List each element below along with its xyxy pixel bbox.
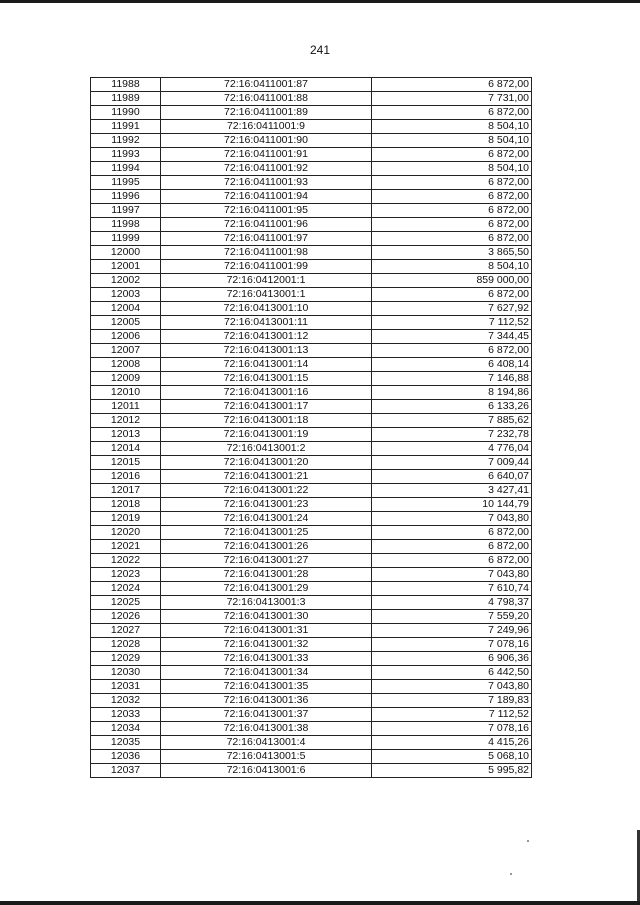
cadastral-number-cell: 72:16:0413001:17: [161, 400, 372, 414]
cadastral-number-cell: 72:16:0413001:34: [161, 666, 372, 680]
cadastral-number-cell: 72:16:0413001:29: [161, 582, 372, 596]
table-row: [91, 176, 532, 190]
table-row: [91, 652, 532, 666]
scan-bottom-edge: [0, 901, 640, 905]
row-number-cell: 12008: [91, 358, 161, 372]
row-number-cell: 12006: [91, 330, 161, 344]
table-row: [91, 526, 532, 540]
table-row: [91, 190, 532, 204]
value-cell: 7 112,52: [372, 708, 532, 722]
value-cell: 6 872,00: [372, 148, 532, 162]
row-number-cell: 11996: [91, 190, 161, 204]
cadastral-number-cell: 72:16:0413001:19: [161, 428, 372, 442]
value-cell: 6 872,00: [372, 526, 532, 540]
value-cell: 6 133,26: [372, 400, 532, 414]
value-cell: 7 112,52: [372, 316, 532, 330]
value-cell: 7 043,80: [372, 680, 532, 694]
row-number-cell: 12024: [91, 582, 161, 596]
value-cell: 7 189,83: [372, 694, 532, 708]
cadastral-number-cell: 72:16:0413001:14: [161, 358, 372, 372]
table-row: [91, 680, 532, 694]
value-cell: 8 504,10: [372, 134, 532, 148]
table-row: [91, 498, 532, 512]
value-cell: 6 442,50: [372, 666, 532, 680]
table-row: [91, 302, 532, 316]
cadastral-number-cell: 72:16:0413001:30: [161, 610, 372, 624]
cadastral-number-cell: 72:16:0413001:16: [161, 386, 372, 400]
value-cell: 7 043,80: [372, 512, 532, 526]
cadastral-number-cell: 72:16:0413001:25: [161, 526, 372, 540]
row-number-cell: 12000: [91, 246, 161, 260]
cadastral-number-cell: 72:16:0413001:21: [161, 470, 372, 484]
value-cell: 6 872,00: [372, 232, 532, 246]
value-cell: 3 427,41: [372, 484, 532, 498]
cadastral-number-cell: 72:16:0411001:94: [161, 190, 372, 204]
table-row: [91, 414, 532, 428]
table-row: [91, 386, 532, 400]
cadastral-number-cell: 72:16:0411001:97: [161, 232, 372, 246]
row-number-cell: 12030: [91, 666, 161, 680]
cadastral-number-cell: 72:16:0411001:88: [161, 92, 372, 106]
row-number-cell: 11992: [91, 134, 161, 148]
cadastral-number-cell: 72:16:0413001:4: [161, 736, 372, 750]
row-number-cell: 12004: [91, 302, 161, 316]
row-number-cell: 12017: [91, 484, 161, 498]
value-cell: 6 640,07: [372, 470, 532, 484]
table-row: [91, 358, 532, 372]
cadastral-number-cell: 72:16:0413001:12: [161, 330, 372, 344]
table-row: [91, 288, 532, 302]
row-number-cell: 12007: [91, 344, 161, 358]
cadastral-number-cell: 72:16:0413001:5: [161, 750, 372, 764]
cadastral-number-cell: 72:16:0413001:2: [161, 442, 372, 456]
row-number-cell: 11994: [91, 162, 161, 176]
value-cell: 859 000,00: [372, 274, 532, 288]
row-number-cell: 11991: [91, 120, 161, 134]
cadastral-number-cell: 72:16:0411001:93: [161, 176, 372, 190]
value-cell: 6 408,14: [372, 358, 532, 372]
table-row: [91, 540, 532, 554]
cadastral-number-cell: 72:16:0413001:3: [161, 596, 372, 610]
table-row: [91, 232, 532, 246]
table-row: [91, 610, 532, 624]
row-number-cell: 12003: [91, 288, 161, 302]
value-cell: 7 249,96: [372, 624, 532, 638]
table-row: [91, 400, 532, 414]
row-number-cell: 12025: [91, 596, 161, 610]
cadastral-number-cell: 72:16:0411001:99: [161, 260, 372, 274]
row-number-cell: 12016: [91, 470, 161, 484]
row-number-cell: 12034: [91, 722, 161, 736]
value-cell: 7 627,92: [372, 302, 532, 316]
table-row: [91, 330, 532, 344]
value-cell: 6 872,00: [372, 554, 532, 568]
table-row: [91, 134, 532, 148]
table-row: [91, 708, 532, 722]
cadastral-number-cell: 72:16:0411001:98: [161, 246, 372, 260]
value-cell: 3 865,50: [372, 246, 532, 260]
cadastral-value-table: [90, 77, 532, 778]
cadastral-number-cell: 72:16:0413001:36: [161, 694, 372, 708]
value-cell: 8 504,10: [372, 162, 532, 176]
table-row: [91, 260, 532, 274]
table-row: [91, 764, 532, 778]
row-number-cell: 12015: [91, 456, 161, 470]
table-row: [91, 666, 532, 680]
cadastral-number-cell: 72:16:0413001:13: [161, 344, 372, 358]
table-row: [91, 246, 532, 260]
value-cell: 7 885,62: [372, 414, 532, 428]
table-row: [91, 456, 532, 470]
table-row: [91, 162, 532, 176]
cadastral-number-cell: 72:16:0413001:15: [161, 372, 372, 386]
row-number-cell: 12021: [91, 540, 161, 554]
table-row: [91, 120, 532, 134]
table-row: [91, 78, 532, 92]
cadastral-number-cell: 72:16:0411001:89: [161, 106, 372, 120]
table-row: [91, 554, 532, 568]
row-number-cell: 11990: [91, 106, 161, 120]
table-row: [91, 582, 532, 596]
table-row: [91, 92, 532, 106]
table-row: [91, 484, 532, 498]
table-row: [91, 428, 532, 442]
value-cell: 10 144,79: [372, 498, 532, 512]
row-number-cell: 12026: [91, 610, 161, 624]
cadastral-number-cell: 72:16:0411001:95: [161, 204, 372, 218]
cadastral-number-cell: 72:16:0413001:18: [161, 414, 372, 428]
value-cell: 6 872,00: [372, 106, 532, 120]
row-number-cell: 12014: [91, 442, 161, 456]
table-body: [91, 78, 532, 778]
table-row: [91, 106, 532, 120]
cadastral-number-cell: 72:16:0412001:1: [161, 274, 372, 288]
row-number-cell: 12010: [91, 386, 161, 400]
table-row: [91, 204, 532, 218]
row-number-cell: 11997: [91, 204, 161, 218]
value-cell: 6 872,00: [372, 344, 532, 358]
cadastral-number-cell: 72:16:0413001:28: [161, 568, 372, 582]
cadastral-number-cell: 72:16:0413001:27: [161, 554, 372, 568]
row-number-cell: 12031: [91, 680, 161, 694]
row-number-cell: 12005: [91, 316, 161, 330]
table-row: [91, 344, 532, 358]
value-cell: 6 906,36: [372, 652, 532, 666]
cadastral-number-cell: 72:16:0413001:1: [161, 288, 372, 302]
table-row: [91, 470, 532, 484]
value-cell: 7 559,20: [372, 610, 532, 624]
cadastral-number-cell: 72:16:0411001:92: [161, 162, 372, 176]
table-row: [91, 596, 532, 610]
value-cell: 6 872,00: [372, 190, 532, 204]
table-row: [91, 148, 532, 162]
table-row: [91, 512, 532, 526]
row-number-cell: 12018: [91, 498, 161, 512]
cadastral-number-cell: 72:16:0413001:6: [161, 764, 372, 778]
cadastral-number-cell: 72:16:0411001:9: [161, 120, 372, 134]
value-cell: 7 146,88: [372, 372, 532, 386]
value-cell: 4 798,37: [372, 596, 532, 610]
row-number-cell: 12033: [91, 708, 161, 722]
table-row: [91, 736, 532, 750]
row-number-cell: 11993: [91, 148, 161, 162]
value-cell: 4 415,26: [372, 736, 532, 750]
table-row: [91, 722, 532, 736]
table-row: [91, 568, 532, 582]
value-cell: 7 009,44: [372, 456, 532, 470]
cadastral-number-cell: 72:16:0413001:23: [161, 498, 372, 512]
value-cell: 8 504,10: [372, 260, 532, 274]
cadastral-number-cell: 72:16:0413001:11: [161, 316, 372, 330]
cadastral-number-cell: 72:16:0413001:33: [161, 652, 372, 666]
cadastral-number-cell: 72:16:0413001:35: [161, 680, 372, 694]
row-number-cell: 11989: [91, 92, 161, 106]
table-row: [91, 218, 532, 232]
cadastral-number-cell: 72:16:0411001:90: [161, 134, 372, 148]
cadastral-number-cell: 72:16:0413001:26: [161, 540, 372, 554]
scan-speck: [527, 840, 529, 842]
value-cell: 7 232,78: [372, 428, 532, 442]
scan-top-edge: [0, 0, 640, 3]
row-number-cell: 12012: [91, 414, 161, 428]
table-row: [91, 274, 532, 288]
row-number-cell: 12009: [91, 372, 161, 386]
row-number-cell: 12027: [91, 624, 161, 638]
row-number-cell: 12023: [91, 568, 161, 582]
row-number-cell: 12037: [91, 764, 161, 778]
row-number-cell: 11998: [91, 218, 161, 232]
cadastral-number-cell: 72:16:0413001:37: [161, 708, 372, 722]
row-number-cell: 12013: [91, 428, 161, 442]
table-row: [91, 372, 532, 386]
table-row: [91, 638, 532, 652]
value-cell: 7 043,80: [372, 568, 532, 582]
value-cell: 6 872,00: [372, 78, 532, 92]
row-number-cell: 12002: [91, 274, 161, 288]
cadastral-number-cell: 72:16:0413001:10: [161, 302, 372, 316]
cadastral-number-cell: 72:16:0411001:87: [161, 78, 372, 92]
cadastral-number-cell: 72:16:0413001:20: [161, 456, 372, 470]
row-number-cell: 12029: [91, 652, 161, 666]
cadastral-number-cell: 72:16:0411001:96: [161, 218, 372, 232]
table-row: [91, 316, 532, 330]
value-cell: 6 872,00: [372, 218, 532, 232]
value-cell: 4 776,04: [372, 442, 532, 456]
table-row: [91, 750, 532, 764]
value-cell: 7 610,74: [372, 582, 532, 596]
cadastral-number-cell: 72:16:0413001:38: [161, 722, 372, 736]
row-number-cell: 11999: [91, 232, 161, 246]
row-number-cell: 12022: [91, 554, 161, 568]
value-cell: 6 872,00: [372, 204, 532, 218]
cadastral-number-cell: 72:16:0413001:31: [161, 624, 372, 638]
value-cell: 7 344,45: [372, 330, 532, 344]
table-row: [91, 624, 532, 638]
row-number-cell: 12020: [91, 526, 161, 540]
cadastral-number-cell: 72:16:0413001:22: [161, 484, 372, 498]
value-cell: 8 504,10: [372, 120, 532, 134]
row-number-cell: 12035: [91, 736, 161, 750]
table-row: [91, 442, 532, 456]
row-number-cell: 12028: [91, 638, 161, 652]
value-cell: 6 872,00: [372, 176, 532, 190]
table-row: [91, 694, 532, 708]
cadastral-number-cell: 72:16:0411001:91: [161, 148, 372, 162]
value-cell: 7 078,16: [372, 638, 532, 652]
row-number-cell: 11988: [91, 78, 161, 92]
row-number-cell: 12011: [91, 400, 161, 414]
row-number-cell: 11995: [91, 176, 161, 190]
value-cell: 5 068,10: [372, 750, 532, 764]
row-number-cell: 12001: [91, 260, 161, 274]
value-cell: 6 872,00: [372, 540, 532, 554]
row-number-cell: 12019: [91, 512, 161, 526]
value-cell: 5 995,82: [372, 764, 532, 778]
scan-speck: [510, 873, 512, 875]
row-number-cell: 12032: [91, 694, 161, 708]
page-number: 241: [309, 43, 331, 57]
row-number-cell: 12036: [91, 750, 161, 764]
value-cell: 6 872,00: [372, 288, 532, 302]
value-cell: 7 731,00: [372, 92, 532, 106]
cadastral-number-cell: 72:16:0413001:24: [161, 512, 372, 526]
value-cell: 7 078,16: [372, 722, 532, 736]
value-cell: 8 194,86: [372, 386, 532, 400]
cadastral-number-cell: 72:16:0413001:32: [161, 638, 372, 652]
